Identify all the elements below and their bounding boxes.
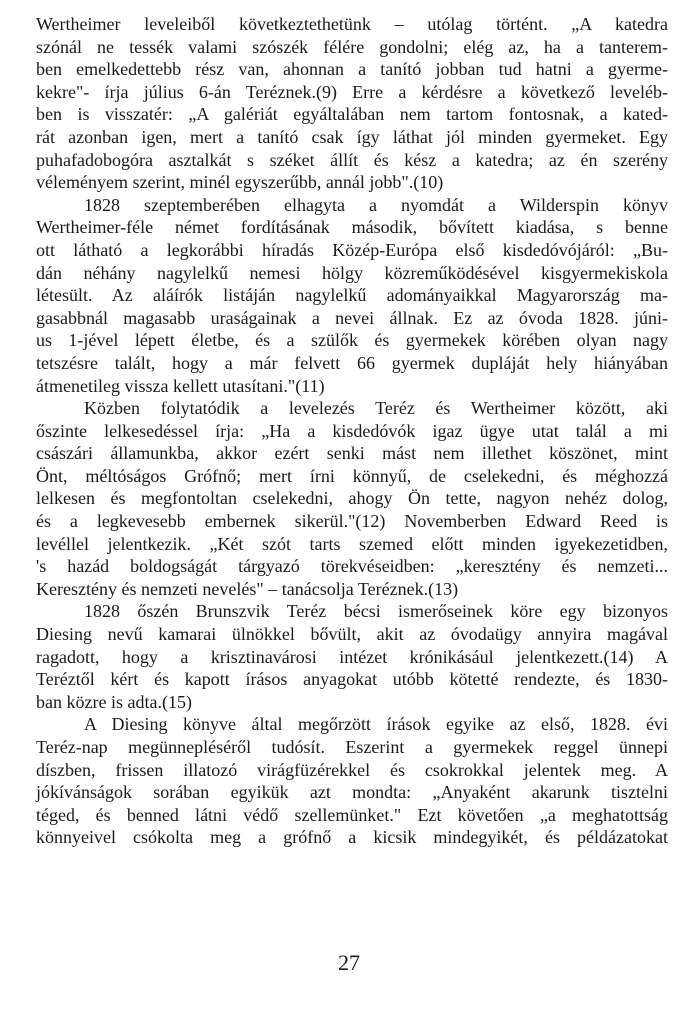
text-line: ott látható a legkorábbi híradás Közép-Európa első kisdedóvójáról: „Bu- xyxy=(36,239,668,260)
text-line: 1828 szeptemberében elhagyta a nyomdát a Wilderspin könyv xyxy=(84,194,668,215)
text-line: átmenetileg vissza kellett utasítani."(11) xyxy=(36,375,325,396)
text-line: tetszésre talált, hogy a már felvett 66 gyermek dupláját hely hiányában xyxy=(36,352,668,373)
text-line: Teréz-nap megünnepléséről tudósít. Eszerint a gyermekek reggel ünnepi xyxy=(36,737,668,757)
text-line: őszinte lelkesedéssel írja: „Ha a kisdedóvók igaz ügye utat talál a mi xyxy=(36,420,668,441)
text-line: ban közre is adta.(15) xyxy=(36,691,192,712)
text-line: rát azonban igen, mert a tanító csak így láthat jól minden gyermeket. Egy xyxy=(36,126,668,147)
paragraph-4 xyxy=(36,600,668,713)
text-line: és a legkevesebb embernek sikerül."(12) Novemberben Edward Reed is xyxy=(36,511,668,532)
text-line: 's hazád boldogságát tárgyazó törekvéseidben: „keresztény és nemzeti... xyxy=(36,556,668,577)
paragraph-2 xyxy=(36,194,668,397)
paragraph-3 xyxy=(36,397,668,600)
text-line: gasabbnál magasabb uraságainak a nevei állnak. Ez az óvoda 1828. júni- xyxy=(36,307,668,328)
text-line: Közben folytatódik a levelezés Teréz és Wertheimer között, aki xyxy=(84,398,668,419)
text-line: Wertheimer leveleiből következtethetünk – utólag történt. „A katedra xyxy=(36,14,668,34)
text-line: lelkesen és megfontoltan cselekedni, ahogy Ön tette, nagyon nehéz dolog, xyxy=(36,488,668,509)
text-line: létesült. Az aláírók listáján nagylelkű adományaikkal Magyarország ma- xyxy=(36,285,668,306)
text-line: Önt, méltóságos Grófnő; mert írni könnyű, de cselekedni, és méghozzá xyxy=(36,465,668,486)
text-line: könnyeivel csókolta meg a grófnő a kicsik mindegyikét, és példázatokat xyxy=(36,827,668,848)
text-line: véleményem szerint, minél egyszerűbb, annál jobb".(10) xyxy=(36,172,444,193)
text-line: császári államunkba, akkor ezért senki mást nem illethet köszönet, mint xyxy=(36,443,668,464)
text-line: jókívánságok sorában egyikük azt mondta: „Anyaként akarunk tisztelni xyxy=(36,782,668,803)
page-body xyxy=(36,13,668,849)
text-line: A Diesing könyve által megőrzött írások egyike az első, 1828. évi xyxy=(84,714,668,735)
text-line: us 1-jével lépett életbe, és a szülők és gyermekek körében olyan nagy xyxy=(36,330,668,351)
text-line: szónál ne tessék valami szószék félére gondolni; elég az, ha a tanterem- xyxy=(36,36,668,57)
text-line: ben is visszatér: „A galériát egyáltalában nem tartom fontosnak, a kated- xyxy=(36,104,668,125)
text-line: levéllel jelentkezik. „Két szót tarts szemed előtt minden igyekezetidben, xyxy=(36,533,668,554)
text-line: Wertheimer-féle német fordításának második, bővített kiadása, s benne xyxy=(36,217,668,238)
page-number: 27 xyxy=(338,950,360,975)
text-line: Teréztől kért és kapott írásos anyagokat utóbb kötetté rendezte, és 1830- xyxy=(36,669,668,690)
text-line: 1828 őszén Brunszvik Teréz bécsi ismerőseinek köre egy bizonyos xyxy=(84,601,668,622)
text-line: Keresztény és nemzeti nevelés" – tanácsolja Teréznek.(13) xyxy=(36,578,459,599)
paragraph-5 xyxy=(36,713,668,849)
text-line: ben emelkedettebb rész van, ahonnan a tanító jobban tud hatni a gyerme- xyxy=(36,59,668,80)
text-line: Diesing nevű kamarai ülnökkel bővült, akit az óvodaügy annyira magával xyxy=(36,624,668,645)
text-line: díszben, frissen illatozó virágfüzérekkel és csokrokkal jelentek meg. A xyxy=(36,759,668,780)
paragraph-1 xyxy=(36,13,668,194)
text-line: puhafadobogóra asztalkát s széket állít és kész a katedra; az én szerény xyxy=(36,149,668,170)
text-line: kekre"- írja július 6-án Teréznek.(9) Erre a kérdésre a következő leveléb- xyxy=(36,81,668,102)
text-line: dán néhány nagylelkű nemesi hölgy közreműködésével kisgyermekiskola xyxy=(36,262,668,283)
text-line: ragadott, hogy a krisztinavárosi intézet krónikásául jelentkezett.(14) A xyxy=(36,646,668,667)
text-line: téged, és benned látni védő szellemünket." Ezt követően „a meghatottság xyxy=(36,804,668,825)
